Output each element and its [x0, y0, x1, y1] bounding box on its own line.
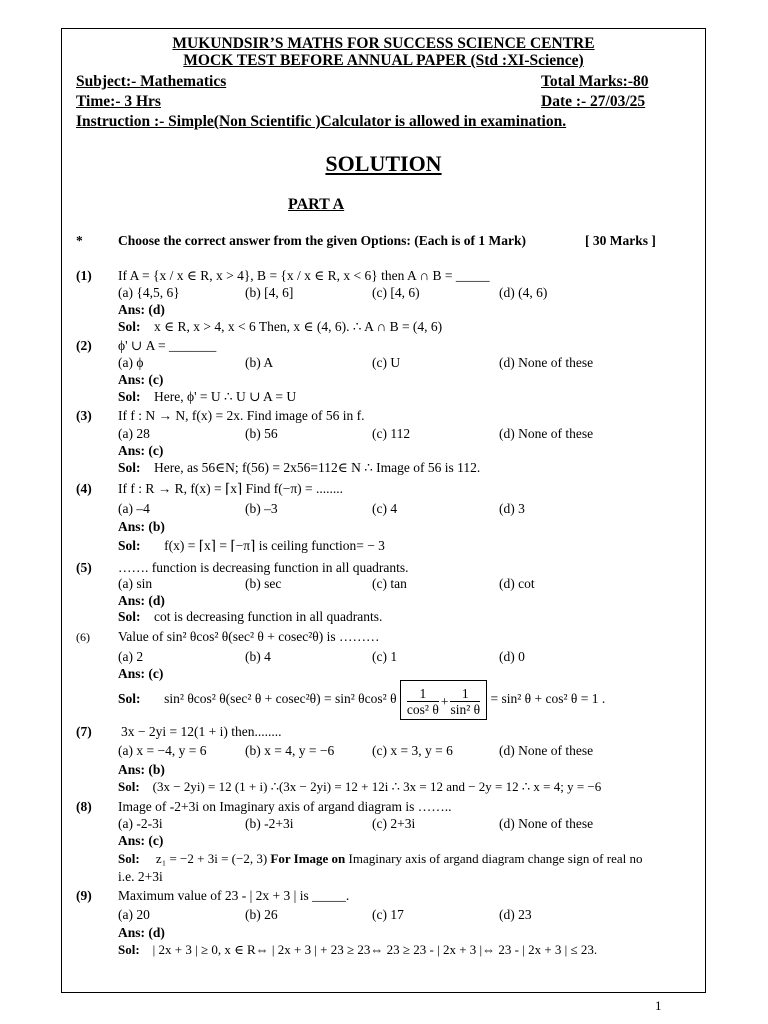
question-number: (1) [76, 268, 92, 283]
answer: Ans: (c) [118, 372, 164, 387]
question-text: ……. function is decreasing function in all quadrants. [118, 560, 409, 575]
section-bullet: * [76, 233, 83, 248]
option-c: (c) tan [372, 576, 407, 591]
date: Date :- 27/03/25 [541, 93, 646, 110]
option-a: (a) {4,5, 6} [118, 285, 180, 300]
denominator: cos² θ [406, 702, 439, 718]
sol-text: | 2x + 3 | ≥ 0, x ∈ R⇔ | 2x + 3 | + 23 ≥ 23⇔ 23 ≥ 23 - | 2x + 3 |⇔ 23 - | 2x + 3 | ≤ 23. [152, 942, 598, 957]
answer: Ans: (d) [118, 925, 165, 940]
question-number: (7) [76, 724, 92, 739]
option-a: (a) ϕ [118, 355, 144, 370]
option-c: (c) [4, 6) [372, 285, 420, 300]
solution [118, 389, 296, 405]
option-c: (c) 17 [372, 907, 404, 922]
numerator: 1 [407, 686, 439, 702]
solution [118, 460, 480, 476]
option-d: (d) None of these [499, 426, 594, 441]
answer: Ans: (c) [118, 666, 164, 681]
solution [118, 851, 643, 867]
sol-label: Sol: [118, 538, 141, 553]
option-c: (c) U [372, 355, 401, 370]
question-text: Maximum value of 23 - | 2x + 3 | is _____. [118, 888, 350, 903]
sol-text: f(x) = ⌈x⌉ = ⌈−π⌉ is ceiling function= − 3 [164, 538, 385, 553]
option-d: (d) 3 [499, 501, 525, 516]
time: Time:- 3 Hrs [76, 93, 161, 110]
sol-label: Sol: [118, 319, 141, 334]
option-a: (a) -2-3i [118, 816, 163, 831]
solution [118, 942, 597, 958]
page-title: SOLUTION [325, 151, 442, 176]
sol-label: Sol: [118, 851, 140, 866]
option-a: (a) x = −4, y = 6 [118, 743, 207, 758]
sol-text: cot is decreasing function in all quadrants. [154, 609, 383, 624]
option-a: (a) 20 [118, 907, 150, 922]
instruction: Instruction :- Simple(Non Scientific )Calculator is allowed in examination. [76, 113, 567, 130]
question-number: (4) [76, 481, 92, 496]
total-marks: Total Marks:-80 [541, 73, 649, 90]
sol-text: (3x − 2yi) = 12 (1 + i) ∴(3x − 2yi) = 12 + 12i ∴ 3x = 12 and − 2y = 12 ∴ x = 4; y = −6 [152, 779, 602, 794]
solution [118, 538, 385, 554]
option-b: (b) 56 [245, 426, 278, 441]
denominator: sin² θ [450, 702, 481, 718]
option-a: (a) 2 [118, 649, 144, 664]
answer: Ans: (c) [118, 443, 164, 458]
answer: Ans: (b) [118, 519, 165, 534]
sol-text: Here, as 56∈N; f(56) = 2x56=112∈ N ∴ Image of 56 is 112. [154, 460, 481, 475]
subject: Subject:- Mathematics [76, 73, 227, 90]
option-c: (c) x = 3, y = 6 [372, 743, 453, 758]
sol-label: Sol: [118, 609, 141, 624]
option-d: (d) None of these [499, 816, 594, 831]
option-d: (d) None of these [499, 355, 594, 370]
test-name: MOCK TEST BEFORE ANNUAL PAPER (Std :XI-Science) [183, 52, 584, 69]
institute-name: MUKUNDSIR’S MATHS FOR SUCCESS SCIENCE CENTRE [172, 35, 595, 52]
question-text: 3x − 2yi = 12(1 + i) then........ [121, 724, 282, 739]
option-c: (c) 4 [372, 501, 398, 516]
numerator: 1 [450, 686, 480, 702]
option-b: (b) [4, 6] [245, 285, 294, 300]
option-d: (d) cot [499, 576, 535, 591]
fraction [450, 686, 480, 717]
question-text: ϕ' ∪ A = _______ [118, 338, 217, 353]
solution-continued: i.e. 2+3i [118, 869, 163, 884]
answer: Ans: (d) [118, 302, 165, 317]
solution [118, 319, 442, 335]
option-b: (b) sec [245, 576, 282, 591]
section-instruction: Choose the correct answer from the given Options: (Each is of 1 Mark) [118, 233, 526, 248]
question-text: Value of sin² θcos² θ(sec² θ + cosec²θ) is ……… [118, 629, 380, 644]
option-d: (d) 23 [499, 907, 532, 922]
answer: Ans: (b) [118, 762, 165, 777]
option-b: (b) x = 4, y = −6 [245, 743, 335, 758]
option-c: (c) 112 [372, 426, 411, 441]
option-c: (c) 2+3i [372, 816, 416, 831]
plus-sign: + [440, 693, 449, 709]
question-number: (6) [76, 630, 90, 644]
option-c: (c) 1 [372, 649, 398, 664]
sol-text: z₁ = −2 + 3i = (−2, 3) [155, 851, 268, 866]
question-number: (8) [76, 799, 92, 814]
sol-label: Sol: [118, 460, 141, 475]
solution [118, 609, 382, 625]
sol-text: x ∈ R, x > 4, x < 6 Then, x ∈ (4, 6). ∴ A ∩ B = (4, 6) [154, 319, 443, 334]
option-b: (b) 4 [245, 649, 271, 664]
question-number: (5) [76, 560, 92, 575]
option-a: (a) sin [118, 576, 153, 591]
part-heading: PART A [288, 196, 345, 213]
option-b: (b) 26 [245, 907, 278, 922]
sol-text: Imaginary axis of argand diagram change sign of real no [348, 851, 643, 866]
fraction [407, 686, 439, 717]
sol-text: sin² θcos² θ(sec² θ + cosec²θ) = sin² θcos² θ [164, 691, 397, 707]
option-b: (b) -2+3i [245, 816, 294, 831]
sol-label: Sol: [118, 691, 141, 707]
solution [118, 779, 601, 795]
option-d: (d) 0 [499, 649, 525, 664]
option-d: (d) (4, 6) [499, 285, 548, 300]
sol-label: Sol: [118, 942, 140, 957]
sol-result: = sin² θ + cos² θ = 1 . [490, 691, 606, 707]
option-b: (b) –3 [245, 501, 278, 516]
solution [118, 680, 605, 720]
sol-label: Sol: [118, 779, 140, 794]
question-text: Image of -2+3i on Imaginary axis of argand diagram is …….. [118, 799, 452, 814]
section-marks: [ 30 Marks ] [585, 233, 656, 248]
sol-label: Sol: [118, 389, 141, 404]
option-a: (a) 28 [118, 426, 150, 441]
question-text: If A = {x / x ∈ R, x > 4}, B = {x / x ∈ R, x < 6} then A ∩ B = _____ [118, 268, 490, 283]
option-a: (a) –4 [118, 501, 150, 516]
option-d: (d) None of these [499, 743, 594, 758]
option-b: (b) A [245, 355, 274, 370]
question-number: (2) [76, 338, 92, 353]
sol-text: Here, ϕ' = U ∴ U ∪ A = U [154, 389, 297, 404]
sol-emphasis: For Image on [270, 851, 346, 866]
question-text: If f : R → R, f(x) = ⌈x⌉ Find f(−π) = ........ [118, 481, 344, 496]
bracket-expression [400, 680, 487, 720]
question-text: If f : N → N, f(x) = 2x. Find image of 56 in f. [118, 408, 365, 423]
page-number: 1 [655, 998, 662, 1013]
question-number: (3) [76, 408, 92, 423]
answer: Ans: (d) [118, 593, 165, 608]
answer: Ans: (c) [118, 833, 164, 848]
question-number: (9) [76, 888, 92, 903]
